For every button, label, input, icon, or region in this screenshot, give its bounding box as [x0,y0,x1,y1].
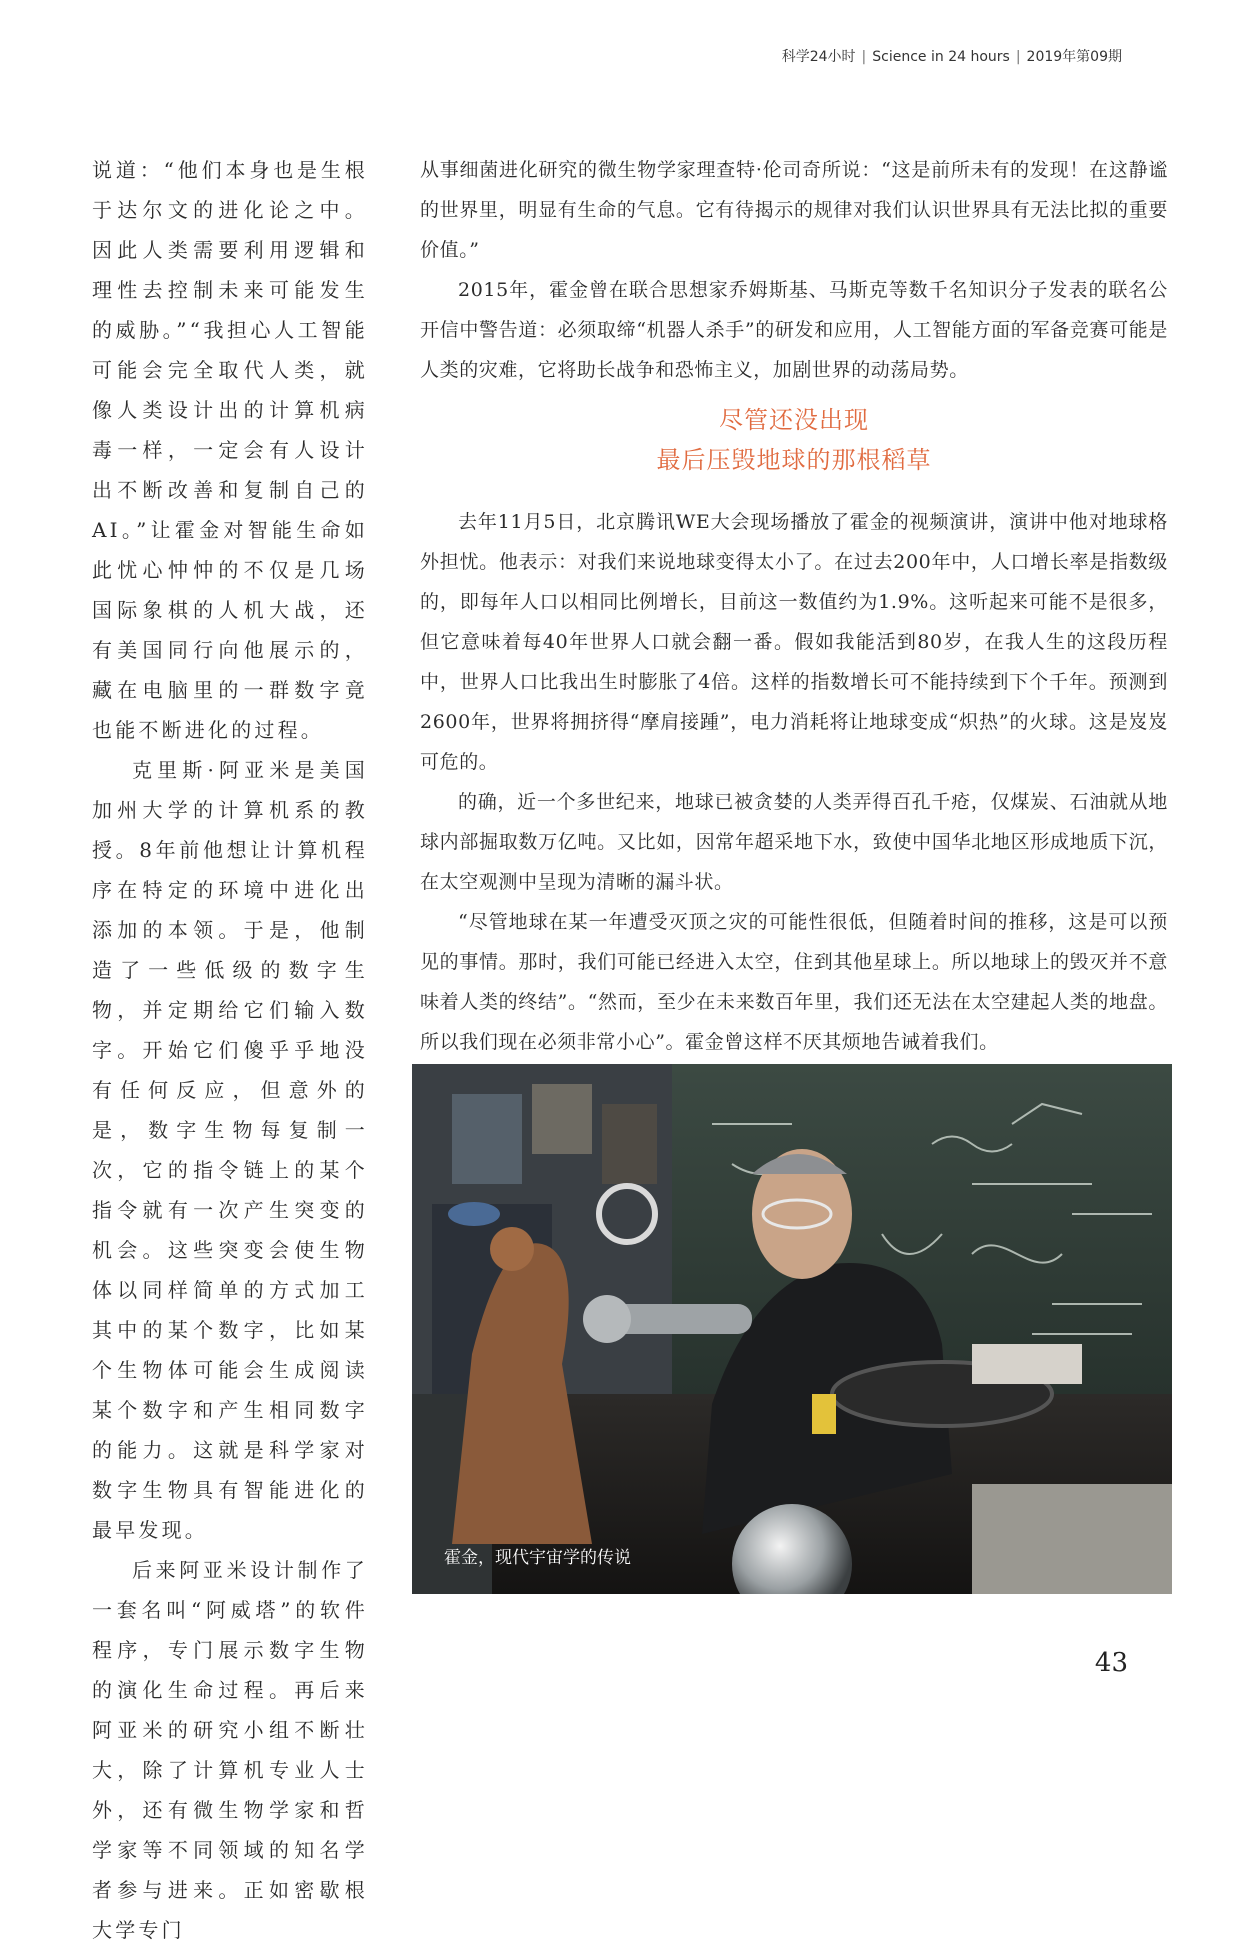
issue-label: 2019年第09期 [1026,49,1122,65]
header-separator: | [861,49,867,65]
right-paragraph-1: 从事细菌进化研究的微生物学家理查特·伦司奇所说：“这是前所未有的发现！在这静谧的世界里，明显有生命的气息。它有待揭示的规律对我们认识世界具有无法比拟的重要价值。” [420,159,1168,261]
section-heading [420,400,1168,480]
running-header [782,46,1122,66]
right-column [420,150,1168,1062]
right-paragraph-4: 的确，近一个多世纪来，地球已被贪婪的人类弄得百孔千疮，仅煤炭、石油就从地球内部掘取数万亿吨。又比如，因常年超采地下水，致使中国华北地区形成地质下沉，在太空观测中呈现为清晰的漏斗状。 [420,791,1168,893]
hawking-photo [412,1064,1172,1594]
left-paragraph-3: 后来阿亚米设计制作了一套名叫“阿威塔”的软件程序，专门展示数字生物的演化生命过程。再后来阿亚米的研究小组不断壮大，除了计算机专业人士外，还有微生物学家和哲学家等不同领域的知名学者参与进来。正如密歇根大学专门 [92,1558,368,1942]
journal-name: 科学24小时 [781,49,856,65]
right-paragraph-3: 去年11月5日，北京腾讯WE大会现场播放了霍金的视频演讲，演讲中他对地球格外担忧。他表示：对我们来说地球变得太小了。在过去200年中，人口增长率是指数级的，即每年人口以相同比例增长，目前这一数值约为1.9%。这听起来可能不是很多，但它意味着每40年世界人口就会翻一番。假如我能活到80岁，在我人生的这段历程中，世界人口比我出生时膨胀了4倍。这样的指数增长可不能持续到下个千年。预测到2600年，世界将拥挤得“摩肩接踵”，电力消耗将让地球变成“炽热”的火球。这是岌岌可危的。 [420,511,1168,773]
section-heading-line-2: 最后压毁地球的那根稻草 [656,446,932,474]
photo-illustration [412,1064,1172,1594]
photo-caption: 霍金，现代宇宙学的传说 [444,1548,631,1568]
section-heading-line-1: 尽管还没出现 [719,406,869,434]
left-paragraph-1: 说道：“他们本身也是生根于达尔文的进化论之中。因此人类需要利用逻辑和理性去控制未来可能发生的威胁。”“我担心人工智能可能会完全取代人类，就像人类设计出的计算机病毒一样，一定会有人设计出不断改善和复制自己的AI。”让霍金对智能生命如此忧心忡忡的不仅是几场国际象棋的人机大战，还有美国同行向他展示的，藏在电脑里的一群数字竟也能不断进化的过程。 [92,158,368,742]
right-paragraph-5: “尽管地球在某一年遭受灭顶之灾的可能性很低，但随着时间的推移，这是可以预见的事情。那时，我们可能已经进入太空，住到其他星球上。所以地球上的毁灭并不意味着人类的终结”。“然而，至少在未来数百年里，我们还无法在太空建起人类的地盘。所以我们现在必须非常小心”。霍金曾这样不厌其烦地告诫着我们。 [420,911,1168,1053]
left-column [92,150,368,1950]
right-paragraph-2: 2015年，霍金曾在联合思想家乔姆斯基、马斯克等数千名知识分子发表的联名公开信中警告道：必须取缔“机器人杀手”的研发和应用，人工智能方面的军备竞赛可能是人类的灾难，它将助长战争和恐怖主义，加剧世界的动荡局势。 [420,279,1168,381]
left-paragraph-2: 克里斯·阿亚米是美国加州大学的计算机系的教授。8年前他想让计算机程序在特定的环境中进化出添加的本领。于是，他制造了一些低级的数字生物，并定期给它们输入数字。开始它们傻乎乎地没有任何反应，但意外的是，数字生物每复制一次，它的指令链上的某个指令就有一次产生突变的机会。这些突变会使生物体以同样简单的方式加工其中的某个数字，比如某个生物体可能会生成阅读某个数字和产生相同数字的能力。这就是科学家对数字生物具有智能进化的最早发现。 [92,758,368,1542]
header-separator: | [1015,49,1021,65]
page-number: 43 [1094,1648,1128,1678]
journal-english-name: Science in 24 hours [872,49,1010,65]
